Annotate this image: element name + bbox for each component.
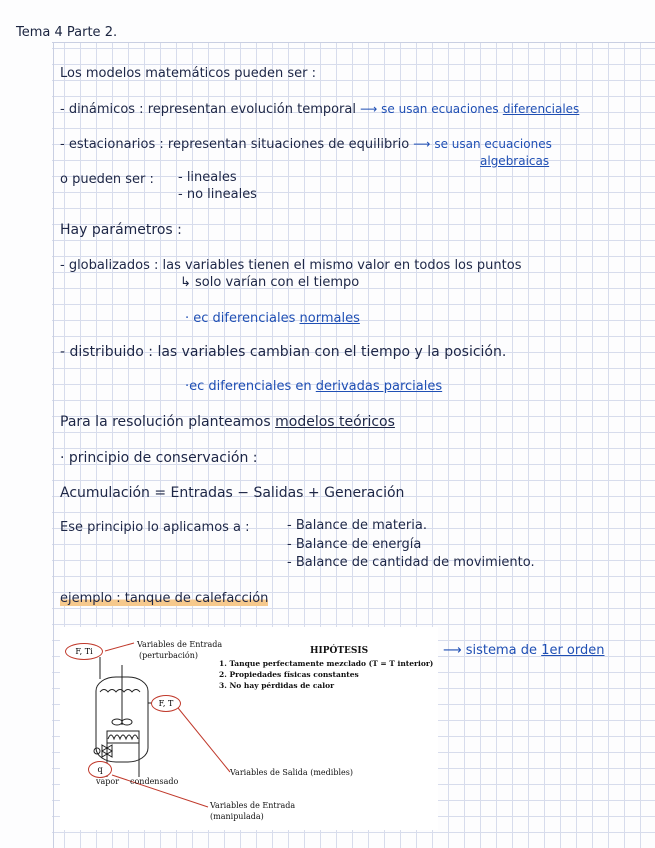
no-lineales: - no lineales	[178, 187, 257, 202]
var-entrada-perturbacion-sub: (perturbación)	[139, 651, 199, 660]
output-box: F, T	[151, 695, 181, 712]
input-box: F, Ti	[65, 643, 103, 660]
globalizados-sub: ↳ solo varían con el tiempo	[180, 275, 360, 290]
intro-line: Los modelos matemáticos pueden ser :	[60, 66, 317, 81]
heating-coil	[108, 735, 138, 739]
balance-materia: - Balance de materia.	[287, 518, 427, 533]
conservation-equation: Acumulación = Entradas − Salidas + Generación	[60, 485, 405, 501]
globalizados-line	[60, 258, 521, 273]
left-margin	[0, 42, 52, 848]
tank-diagram	[60, 627, 438, 830]
balance-energia: - Balance de energía	[287, 537, 422, 552]
parametros-heading: Hay parámetros :	[60, 222, 182, 238]
globalizados-ec-text: · ec diferenciales	[185, 311, 296, 326]
estacionarios-label: - estacionarios :	[60, 137, 164, 152]
page-header	[0, 0, 655, 43]
heating-tank-figure	[60, 627, 438, 830]
dinamicos-line	[60, 102, 579, 117]
margin-line	[53, 42, 54, 848]
ejemplo-line	[60, 591, 268, 606]
sistema-line	[443, 643, 605, 658]
coil-frame	[107, 731, 139, 743]
stirrer-blade-left	[112, 719, 122, 725]
hipotesis-item: 3. No hay pérdidas de calor	[219, 681, 335, 690]
balance-movimiento: - Balance de cantidad de movimiento.	[287, 555, 535, 570]
hipotesis-item: 2. Propiedades físicas constantes	[219, 670, 359, 679]
resolucion-text: Para la resolución planteamos	[60, 414, 271, 430]
sistema-text: ⟶ sistema de	[443, 643, 538, 658]
globalizados-desc: las variables tienen el mismo valor en todos los puntos	[162, 258, 522, 273]
principio-line: · principio de conservación :	[60, 450, 258, 466]
pueden-ser: o pueden ser :	[60, 172, 154, 187]
arrow-output	[174, 703, 230, 772]
estacionarios-line	[60, 137, 552, 152]
aplicamos-line: Ese principio lo aplicamos a :	[60, 520, 250, 535]
page-title: Tema 4 Parte 2.	[16, 25, 118, 40]
resolucion-link: modelos teóricos	[275, 414, 395, 430]
estacionarios-link: algebraicas	[480, 154, 550, 168]
globalizados-ec	[185, 311, 360, 326]
estacionarios-arrow: ⟶ se usan ecuaciones	[413, 137, 552, 151]
resolucion-line	[60, 414, 395, 430]
var-entrada-perturbacion: Variables de Entrada	[137, 640, 223, 649]
stirrer-blade-right	[122, 719, 132, 725]
distribuido-ec-text: ·ec diferenciales en	[185, 379, 312, 394]
q-box: q	[88, 761, 112, 778]
distribuido-line	[60, 344, 506, 360]
var-salida: Variables de Salida (medibles)	[230, 768, 353, 777]
dinamicos-label: - dinámicos :	[60, 102, 144, 117]
hipotesis-title: HIPÓTESIS	[310, 646, 369, 656]
liquid-surface	[100, 690, 140, 693]
ejemplo-highlight: ejemplo : tanque de calefacción	[60, 591, 269, 606]
dinamicos-desc: representan evolución temporal	[147, 102, 356, 117]
hipotesis-item: 1. Tanque perfectamente mezclado (T = T interior)	[219, 659, 434, 668]
distribuido-label: - distribuido :	[60, 344, 153, 360]
var-entrada-manipulada: Variables de Entrada	[210, 801, 296, 810]
distribuido-ec	[185, 379, 442, 394]
distribuido-ec-link: derivadas parciales	[315, 379, 443, 394]
globalizados-ec-link: normales	[299, 311, 360, 326]
vapor-label: vapor	[96, 777, 120, 786]
dinamicos-arrow: ⟶ se usan ecuaciones	[360, 102, 499, 116]
lineales: - lineales	[178, 170, 237, 185]
condensado-label: condensado	[130, 777, 179, 786]
var-entrada-manipulada-sub: (manipulada)	[210, 812, 264, 821]
globalizados-label: - globalizados :	[60, 258, 159, 273]
estacionarios-desc: representan situaciones de equilibrio	[167, 137, 410, 152]
arrow-input	[105, 643, 134, 651]
distribuido-desc: las variables cambian con el tiempo y la posición.	[157, 344, 507, 360]
sistema-link: 1er orden	[541, 643, 605, 658]
dinamicos-link: diferenciales	[502, 102, 580, 116]
